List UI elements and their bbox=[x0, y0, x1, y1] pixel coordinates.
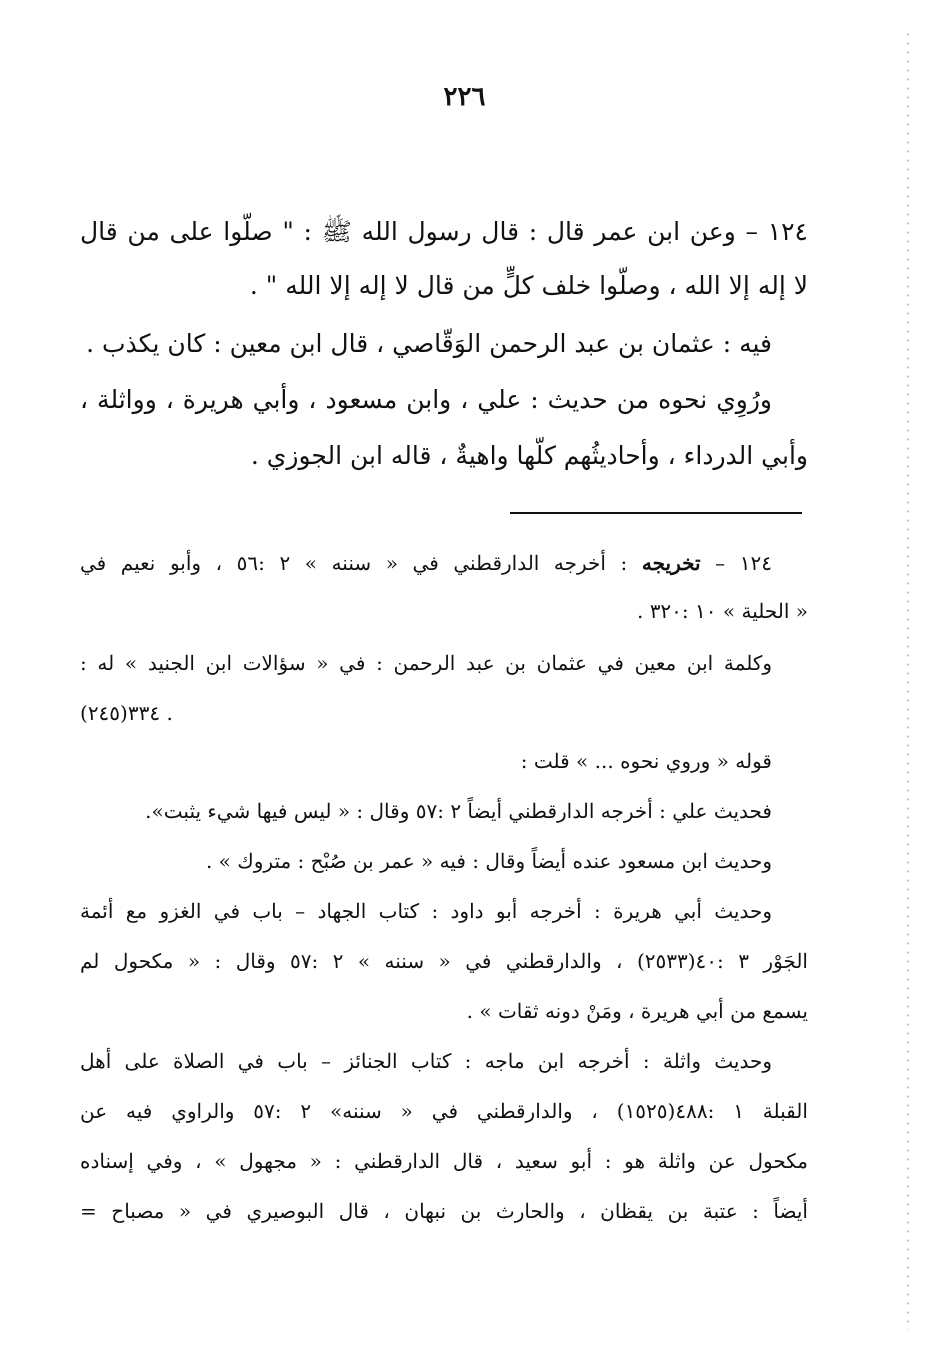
footnote-line-1-text: : أخرجه الدارقطني في « سننه » ٢ :٥٦ ، وأبو نعيم في bbox=[80, 551, 628, 575]
main-text-line-5: وأبي الدرداء ، وأحاديثُهم كلُّها واهيةٌ ، قاله ابن الجوزي . bbox=[250, 441, 808, 470]
footnote-line-1 bbox=[80, 546, 808, 580]
footnote-line-8: وحديث أبي هريرة : أخرجه أبو داود : كتاب الجهاد – باب في الغزو مع أئمة bbox=[80, 899, 772, 923]
main-text-line-3: فيه : عثمان بن عبد الرحمن الوَقّاصي ، قال ابن معين : كان يكذب . bbox=[86, 329, 772, 358]
footnote-line-11: وحديث واثلة : أخرجه ابن ماجه : كتاب الجنائز – باب في الصلاة على أهل bbox=[80, 1049, 772, 1073]
footnote-line-7: وحديث ابن مسعود عنده أيضاً وقال : فيه « عمر بن صُبْح : متروك » . bbox=[205, 849, 772, 873]
footnote-line-4: ٣٣٤(٢٤٥) . bbox=[80, 701, 173, 725]
footnote-line-12: القبلة ١ :٤٨٨(١٥٢٥) ، والدارقطني في « سننه» ٢ :٥٧ والراوي فيه عن bbox=[80, 1099, 808, 1123]
main-text-line-4: ورُوِي نحوه من حديث : علي ، وابن مسعود ، وأبي هريرة ، وواثلة ، bbox=[80, 385, 772, 414]
footnote-line-10: يسمع من أبي هريرة ، ومَنْ دونه ثقات » . bbox=[466, 999, 808, 1023]
footnote-line-5: قوله « وروي نحوه ... » قلت : bbox=[520, 749, 772, 773]
footnote-divider bbox=[510, 512, 802, 514]
footnote-line-2: « الحلية » ١٠ :٣٢٠ . bbox=[636, 599, 808, 623]
footnote-line-3: وكلمة ابن معين في عثمان بن عبد الرحمن : في « سؤالات ابن الجنيد » له : bbox=[80, 651, 772, 675]
footnote-number: ١٢٤ – bbox=[715, 551, 772, 575]
footnote-line-9: الجَوْر ٣ :٤٠(٢٥٣٣) ، والدارقطني في « سننه » ٢ :٥٧ وقال : « مكحول لم bbox=[80, 949, 808, 973]
footnote-line-6: فحديث علي : أخرجه الدارقطني أيضاً ٢ :٥٧ وقال : « ليس فيها شيء يثبت». bbox=[145, 799, 772, 823]
main-text-line-1: ١٢٤ – وعن ابن عمر قال : قال رسول الله ﷺ : " صلُّوا على من قال bbox=[80, 217, 808, 246]
page-number: ٢٢٦ bbox=[443, 82, 486, 112]
footnote-line-14: أيضاً : عتبة بن يقظان ، والحارث بن نبهان ، قال البوصيري في « مصباح = bbox=[80, 1199, 808, 1223]
main-text-line-2: لا إله إلا الله ، وصلُّوا خلف كلٍّ من قال لا إله إلا الله " . bbox=[249, 271, 808, 300]
footnote-keyword: تخريجه bbox=[641, 551, 701, 575]
scan-edge-dots bbox=[907, 30, 909, 1330]
footnote-line-13: مكحول عن واثلة هو : أبو سعيد ، قال الدارقطني : « مجهول » ، وفي إسناده bbox=[80, 1149, 808, 1173]
